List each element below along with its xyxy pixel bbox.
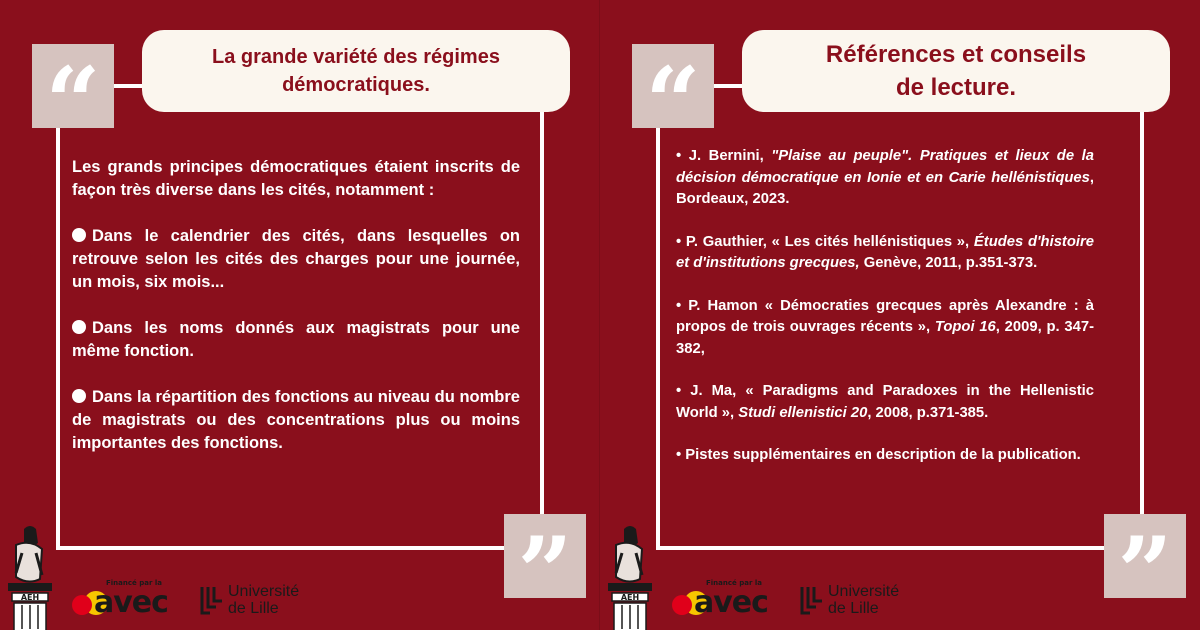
bullet-dot-icon [72,228,86,242]
funded-by-text: Financé par la [706,579,762,587]
reference-item: • P. Gauthier, « Les cités hellénistiques », Études d'histoire et d'institutions grecques, Genève, 2011, p.351-373. [676,233,1094,271]
reference-item: • J. Bernini, "Plaise au peuple". Pratiques et lieux de la décision démocratique en Ionie et en Carie hellénistiques, Bordeaux, 2023. [676,148,1094,207]
title-line-2: de lecture. [895,74,1017,101]
bullet-item: Dans le calendrier des cités, dans lesquelles on retrouve selon les cités des charges pour une journée, un mois, six mois... [72,227,520,291]
open-quote-box [32,44,114,159]
avec-word: avec [694,585,768,620]
bullet-item: Dans les noms donnés aux magistrats pour une même fonction. [72,319,520,360]
close-quote-box [1104,514,1186,629]
title-line-1: Références et conseils [825,41,1087,68]
intro-paragraph: Les grands principes démocratiques étaient inscrits de façon très diverse dans les cités, notamment : [72,158,520,199]
bullet-item: Dans la répartition des fonctions au niveau du nombre de magistrats ou des concentrations plus ou moins importantes des fonctions. [72,388,520,452]
column-logo-icon [602,523,658,630]
open-quote-icon: “ [645,46,701,159]
logo-area [0,515,340,630]
red-dot-icon [72,595,92,615]
open-quote-icon: “ [45,46,101,159]
close-quote-icon: ” [517,516,573,629]
svg-text:AEH: AEH [20,593,40,602]
svg-text:AEH: AEH [620,593,640,602]
references-list [676,146,1094,488]
title-line-1: La grande variété des régimes [212,46,500,68]
bullet-dot-icon [72,320,86,334]
university-name: Université de Lille [228,583,300,617]
title-box [742,30,1170,112]
column-logo-icon [2,523,58,630]
body-text [72,156,520,478]
red-dot-icon [672,595,692,615]
right-panel [600,0,1200,630]
avec-logo [70,579,180,619]
title-box [142,30,570,112]
university-mark-icon [800,585,824,615]
bullet-dot-icon [72,389,86,403]
avec-logo [670,579,780,619]
title-line-2: démocratiques. [282,74,430,96]
close-quote-icon: ” [1117,516,1173,629]
logo-area [600,515,940,630]
close-quote-box [504,514,586,629]
avec-word: avec [94,585,168,620]
university-name: Université de Lille [828,583,900,617]
university-logo [200,583,330,623]
reference-item: • Pistes supplémentaires en description de la publication. [676,447,1081,463]
university-logo [800,583,930,623]
reference-item: • J. Ma, « Paradigms and Paradoxes in the Hellenistic World », Studi ellenistici 20, 2008, p.371-385. [676,383,1094,421]
reference-item: • P. Hamon « Démocraties grecques après Alexandre : à propos de trois ouvrages récents », Topoi 16, 2009, p. 347-382, [676,297,1094,357]
open-quote-box [632,44,714,159]
funded-by-text: Financé par la [106,579,162,587]
university-mark-icon [200,585,224,615]
